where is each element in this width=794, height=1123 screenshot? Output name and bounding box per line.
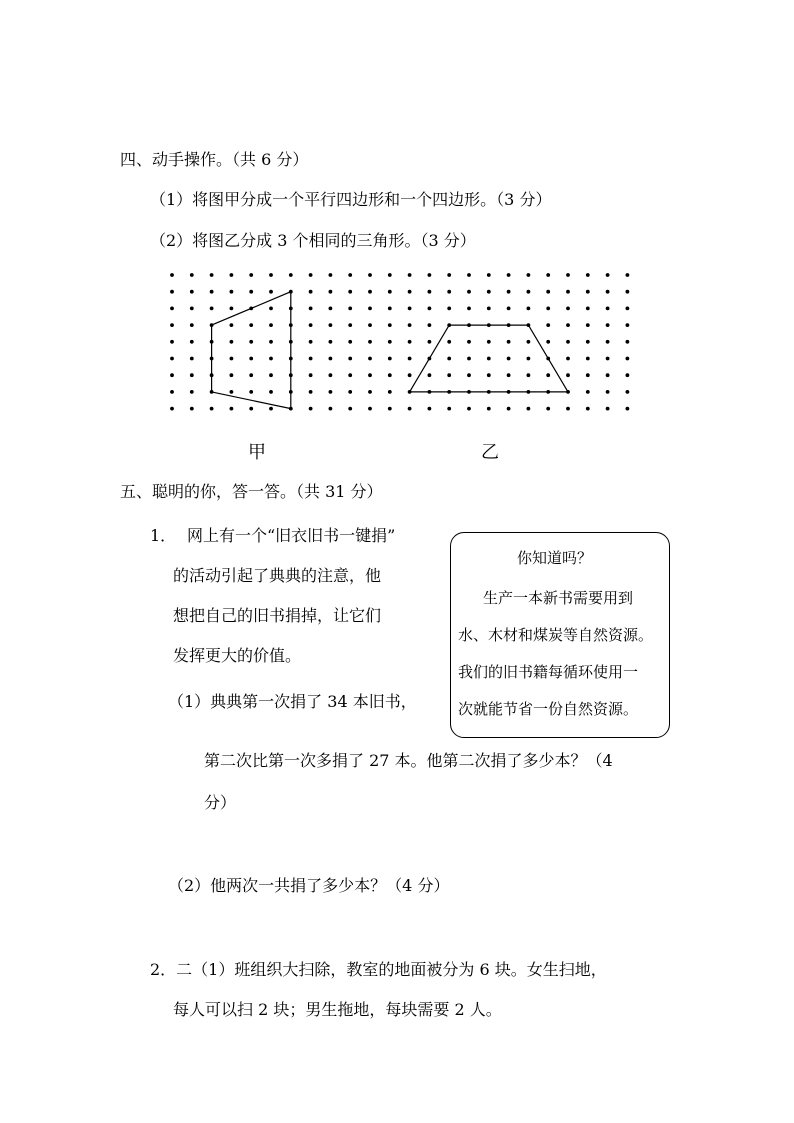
grid-dot — [249, 340, 253, 344]
grid-dot — [507, 407, 511, 411]
grid-dot — [626, 407, 630, 411]
grid-dot — [190, 340, 194, 344]
grid-dot — [170, 290, 174, 294]
grid-dot — [467, 307, 471, 311]
grid-dot — [586, 357, 590, 361]
grid-dot — [408, 323, 412, 327]
grid-dot — [190, 373, 194, 377]
grid-dot — [606, 307, 610, 311]
callout-line: 我们的旧书籍每循环使用一 — [458, 663, 639, 681]
grid-dot — [348, 307, 352, 311]
grid-dot — [348, 290, 352, 294]
grid-dot — [408, 290, 412, 294]
grid-dot — [507, 340, 511, 344]
grid-dot — [546, 307, 550, 311]
problem-2-line: 每人可以扫 2 块；男生拖地，每块需要 2 人。 — [173, 1000, 502, 1019]
grid-dot — [428, 323, 432, 327]
grid-dot — [269, 323, 273, 327]
grid-dot — [606, 323, 610, 327]
grid-dot — [230, 273, 234, 277]
grid-dot — [606, 340, 610, 344]
grid-dot — [190, 357, 194, 361]
grid-dot — [507, 290, 511, 294]
grid-dot — [586, 407, 590, 411]
grid-dot — [527, 373, 531, 377]
grid-dot — [269, 373, 273, 377]
grid-dot — [467, 290, 471, 294]
grid-dot — [447, 357, 451, 361]
grid-dot — [527, 357, 531, 361]
grid-dot — [428, 373, 432, 377]
grid-dot — [170, 357, 174, 361]
grid-dot — [309, 323, 313, 327]
grid-dot — [269, 273, 273, 277]
grid-dot — [507, 373, 511, 377]
grid-dot — [190, 407, 194, 411]
grid-dot — [249, 357, 253, 361]
grid-dot — [309, 407, 313, 411]
grid-dot — [348, 340, 352, 344]
grid-dot — [487, 290, 491, 294]
callout-line: 次就能节省一份自然资源。 — [458, 700, 639, 718]
question-4-2: （2）将图乙分成 3 个相同的三角形。（3 分） — [150, 231, 476, 250]
grid-dot — [348, 357, 352, 361]
problem-1-number: 1． — [150, 526, 177, 545]
grid-dot — [190, 290, 194, 294]
grid-dot — [170, 307, 174, 311]
grid-dot — [566, 357, 570, 361]
grid-dot — [368, 373, 372, 377]
grid-dot — [408, 340, 412, 344]
grid-dot — [388, 357, 392, 361]
grid-dot — [249, 290, 253, 294]
grid-dot — [388, 407, 392, 411]
figure-jia-label: 甲 — [248, 442, 266, 463]
grid-dot — [546, 407, 550, 411]
grid-dot — [467, 340, 471, 344]
grid-dot — [626, 307, 630, 311]
grid-dot — [566, 323, 570, 327]
grid-dot — [329, 307, 333, 311]
grid-dot — [408, 373, 412, 377]
grid-dot — [210, 307, 214, 311]
grid-dot — [487, 307, 491, 311]
grid-dot — [546, 290, 550, 294]
grid-dot — [626, 390, 630, 394]
grid-dot — [447, 307, 451, 311]
grid-dot — [309, 373, 313, 377]
grid-dot — [249, 323, 253, 327]
grid-dot — [527, 307, 531, 311]
grid-dot — [626, 340, 630, 344]
grid-dot — [408, 273, 412, 277]
grid-dot — [447, 373, 451, 377]
grid-dot — [230, 323, 234, 327]
grid-dot — [190, 323, 194, 327]
grid-dot — [566, 307, 570, 311]
grid-dot — [408, 307, 412, 311]
callout-line: 生产一本新书需要用到 — [483, 589, 634, 607]
grid-dot — [368, 340, 372, 344]
grid-dot — [210, 290, 214, 294]
grid-dot — [546, 340, 550, 344]
grid-dot — [606, 390, 610, 394]
grid-dot — [329, 390, 333, 394]
grid-dot — [626, 373, 630, 377]
grid-dot — [348, 273, 352, 277]
grid-dot — [368, 390, 372, 394]
grid-dot — [170, 373, 174, 377]
grid-dot — [428, 407, 432, 411]
grid-dot — [249, 373, 253, 377]
grid-dot — [527, 273, 531, 277]
grid-dot — [527, 407, 531, 411]
grid-dot — [368, 290, 372, 294]
grid-dot — [170, 273, 174, 277]
grid-dot — [408, 357, 412, 361]
grid-dot — [606, 290, 610, 294]
grid-dot — [467, 407, 471, 411]
grid-dot — [586, 323, 590, 327]
grid-dot — [428, 290, 432, 294]
problem-1-sub1-cont: 分） — [204, 793, 237, 812]
grid-dot — [566, 407, 570, 411]
grid-dot — [190, 273, 194, 277]
grid-dot — [249, 390, 253, 394]
grid-dot — [249, 407, 253, 411]
grid-dot — [170, 407, 174, 411]
figure-yi-label: 乙 — [481, 442, 499, 463]
grid-dot — [447, 340, 451, 344]
grid-dot — [289, 273, 293, 277]
grid-dot — [368, 357, 372, 361]
grid-dot — [388, 373, 392, 377]
grid-dot — [408, 407, 412, 411]
problem-1-sub1: （1）典典第一次捐了 34 本旧书， — [168, 692, 417, 711]
grid-dot — [269, 307, 273, 311]
grid-dot — [626, 323, 630, 327]
grid-dot — [428, 307, 432, 311]
problem-1-sub1-cont: 第二次比第一次多捐了 27 本。他第二次捐了多少本？（4 — [204, 751, 613, 770]
grid-dot — [586, 307, 590, 311]
grid-dot — [170, 323, 174, 327]
callout-title: 你知道吗？ — [517, 549, 593, 567]
grid-dot — [269, 357, 273, 361]
grid-dot — [329, 290, 333, 294]
grid-dot — [606, 357, 610, 361]
grid-dot — [309, 273, 313, 277]
grid-dot — [269, 340, 273, 344]
grid-dots — [170, 273, 629, 410]
grid-dot — [487, 407, 491, 411]
grid-dot — [368, 407, 372, 411]
grid-dot — [586, 290, 590, 294]
grid-dot — [626, 273, 630, 277]
grid-dot — [586, 390, 590, 394]
grid-dot — [368, 323, 372, 327]
grid-dot — [586, 373, 590, 377]
grid-dot — [368, 273, 372, 277]
grid-dot — [309, 357, 313, 361]
grid-dot — [329, 373, 333, 377]
grid-dot — [309, 390, 313, 394]
grid-dot — [190, 307, 194, 311]
grid-dot — [487, 373, 491, 377]
grid-dot — [309, 307, 313, 311]
problem-1-sub2: （2）他两次一共捐了多少本？（4 分） — [168, 876, 450, 895]
grid-dot — [329, 407, 333, 411]
grid-dot — [170, 390, 174, 394]
grid-dot — [606, 273, 610, 277]
grid-dot — [527, 290, 531, 294]
grid-dot — [586, 273, 590, 277]
grid-dot — [388, 273, 392, 277]
grid-dot — [428, 273, 432, 277]
grid-dot — [566, 340, 570, 344]
grid-dot — [447, 273, 451, 277]
grid-dot — [467, 273, 471, 277]
question-4-1: （1）将图甲分成一个平行四边形和一个四边形。（3 分） — [150, 190, 552, 209]
grid-dot — [269, 290, 273, 294]
grid-dot — [388, 340, 392, 344]
grid-dot — [368, 307, 372, 311]
grid-dot — [348, 407, 352, 411]
callout-line: 水、木材和煤炭等自然资源。 — [458, 626, 654, 644]
grid-dot — [566, 290, 570, 294]
grid-dot — [329, 273, 333, 277]
grid-dot — [329, 323, 333, 327]
grid-dot — [507, 357, 511, 361]
grid-dot — [606, 373, 610, 377]
grid-dot — [348, 373, 352, 377]
did-you-know-callout — [450, 532, 670, 738]
grid-dot — [546, 273, 550, 277]
grid-dot — [546, 373, 550, 377]
grid-dot — [566, 273, 570, 277]
grid-dot — [329, 340, 333, 344]
grid-dot — [210, 273, 214, 277]
grid-dot — [230, 307, 234, 311]
grid-dot — [487, 340, 491, 344]
grid-dot — [190, 390, 194, 394]
grid-dot — [626, 290, 630, 294]
grid-dot — [230, 390, 234, 394]
grid-dot — [388, 290, 392, 294]
grid-dot — [249, 273, 253, 277]
grid-dot — [487, 357, 491, 361]
grid-dot — [269, 407, 273, 411]
grid-dot — [170, 340, 174, 344]
grid-dot — [507, 273, 511, 277]
grid-dot — [269, 390, 273, 394]
grid-dot — [447, 290, 451, 294]
grid-dot — [487, 273, 491, 277]
problem-1-line: 想把自己的旧书捐掉，让它们 — [173, 606, 382, 625]
grid-dot — [348, 323, 352, 327]
grid-dot — [309, 340, 313, 344]
grid-dot — [586, 340, 590, 344]
grid-dot — [467, 373, 471, 377]
grid-dot — [210, 407, 214, 411]
grid-dot — [329, 357, 333, 361]
grid-dot — [467, 357, 471, 361]
grid-dot — [230, 290, 234, 294]
grid-dot — [566, 373, 570, 377]
grid-dot — [388, 323, 392, 327]
section-5-title: 五、聪明的你，答一答。（共 31 分） — [120, 482, 383, 501]
grid-dot — [447, 407, 451, 411]
grid-dot — [546, 323, 550, 327]
problem-1-line: 发挥更大的价值。 — [173, 646, 302, 665]
grid-dot — [606, 407, 610, 411]
grid-dot — [626, 357, 630, 361]
grid-dot — [348, 390, 352, 394]
grid-dot — [230, 407, 234, 411]
grid-dot — [388, 307, 392, 311]
grid-dot — [230, 340, 234, 344]
problem-1-line: 网上有一个“旧衣旧书一键捐” — [187, 526, 396, 545]
grid-dot — [507, 307, 511, 311]
problem-1-line: 的活动引起了典典的注意，他 — [173, 566, 382, 585]
grid-dot — [230, 357, 234, 361]
grid-dot — [230, 373, 234, 377]
grid-dot — [527, 340, 531, 344]
grid-dot — [428, 340, 432, 344]
problem-2-line: 2．二（1）班组织大扫除，教室的地面被分为 6 块。女生扫地， — [150, 960, 607, 979]
section-4-title: 四、动手操作。（共 6 分） — [120, 150, 309, 169]
grid-dot — [388, 390, 392, 394]
grid-dot — [309, 290, 313, 294]
